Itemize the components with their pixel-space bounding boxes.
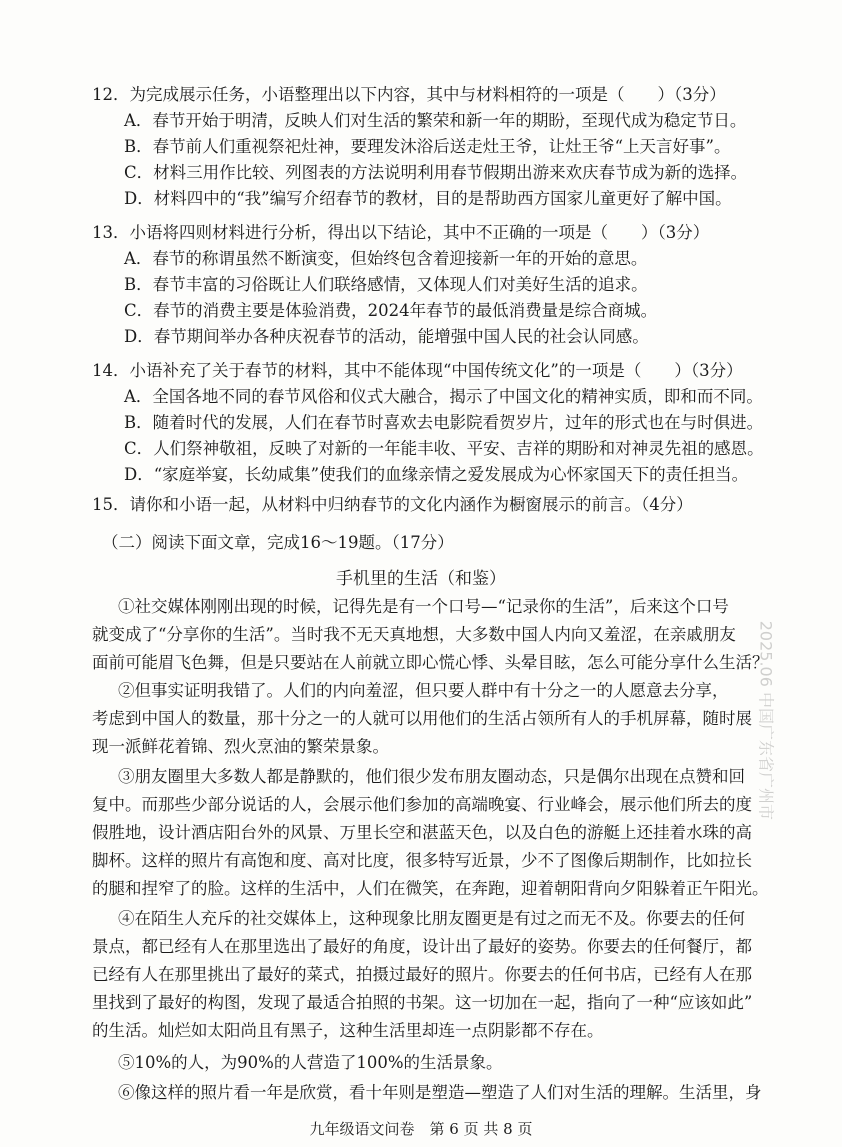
question-14-option-a: A．全国各地不同的春节风俗和仪式大融合，揭示了中国文化的精神实质，即和而不同。 — [124, 387, 763, 406]
article-line: 已经有人在那里挑出了最好的菜式，拍摄过最好的照片。你要去的任何书店，已经有人在那 — [92, 965, 752, 984]
question-13-option-c: C．春节的消费主要是体验消费，2024年春节的最低消费量是综合商城。 — [124, 301, 658, 320]
question-14-stem: 14．小语补充了关于春节的材料，其中不能体现“中国传统文化”的一项是（ ）（3分） — [92, 361, 743, 380]
article-line: 就变成了“分享你的生活”。当时我不无天真地想，大多数中国人内向又羞涩，在亲戚朋友 — [92, 625, 736, 644]
question-13-option-a: A．春节的称谓虽然不断演变，但始终包含着迎接新一年的开始的意思。 — [124, 249, 648, 268]
question-13-option-b: B．春节丰富的习俗既让人们联络感情，又体现人们对美好生活的追求。 — [124, 275, 648, 294]
article-line: ④在陌生人充斥的社交媒体上，这种现象比朋友圈更是有过之而无不及。你要去的任何 — [118, 909, 745, 928]
question-15-stem: 15．请你和小语一起，从材料中归纳春节的文化内涵作为橱窗展示的前言。（4分） — [92, 495, 693, 514]
question-13-stem: 13．小语将四则材料进行分析，得出以下结论，其中不正确的一项是（ ）（3分） — [92, 223, 710, 242]
article-line: 面前可能眉飞色舞，但是只要站在人前就立即心慌心悸、头晕目眩，怎么可能分享什么生活？ — [92, 653, 769, 672]
page-footer: 九年级语文问卷 第 6 页 共 8 页 — [309, 1120, 533, 1138]
question-12-stem: 12．为完成展示任务，小语整理出以下内容，其中与材料相符的一项是（ ）（3分） — [92, 85, 726, 104]
article-line: 假胜地，设计酒店阳台外的风景、万里长空和湛蓝天色，以及白色的游艇上还挂着水珠的高 — [92, 823, 752, 842]
question-12-option-b: B．春节前人们重视祭祀灶神，要理发沐浴后送走灶王爷，让灶王爷“上天言好事”。 — [124, 137, 731, 156]
article-line: ③朋友圈里大多数人都是静默的，他们很少发布朋友圈动态，只是偶尔出现在点赞和回 — [118, 767, 745, 786]
article-line: 里找到了最好的构图，发现了最适合拍照的书架。这一切加在一起，指向了一种“应该如此” — [92, 993, 753, 1012]
article-title: 手机里的生活（和鉴） — [336, 569, 506, 589]
article-line: ⑥像这样的照片看一年是欣赏，看十年则是塑造—塑造了人们对生活的理解。生活里，身 — [118, 1083, 762, 1102]
question-14-option-b: B．随着时代的发展，人们在春节时喜欢去电影院看贺岁片，过年的形式也在与时俱进。 — [124, 413, 764, 432]
section-heading: （二）阅读下面文章，完成16～19题。（17分） — [102, 533, 454, 552]
article-line: ②但事实证明我错了。人们的内向羞涩，但只要人群中有十分之一的人愿意去分享， — [118, 681, 729, 700]
article-line: 的腿和捏窄了的脸。这样的生活中，人们在微笑，在奔跑，迎着朝阳背向夕阳躲着正午阳光。 — [92, 879, 769, 898]
article-line-emphasized: ⑤10%的人，为90%的人营造了100%的生活景象。 — [118, 1053, 503, 1072]
question-12-option-c: C．材料三用作比较、列图表的方法说明利用春节假期出游来欢庆春节成为新的选择。 — [124, 163, 748, 182]
question-13-option-d: D．春节期间举办各种庆祝春节的活动，能增强中国人民的社会认同感。 — [124, 327, 649, 346]
article-line: 景点，都已经有人在那里选出了最好的角度，设计出了最好的姿势。你要去的任何餐厅，都 — [92, 937, 752, 956]
question-14-option-d: D．“家庭举宴，长幼咸集”使我们的血缘亲情之爱发展成为心怀家国天下的责任担当。 — [124, 465, 749, 484]
article-line: 考虑到中国人的数量，那十分之一的人就可以用他们的生活占领所有人的手机屏幕，随时展 — [92, 709, 752, 728]
article-line: 复中。而那些少部分说话的人，会展示他们参加的高端晚宴、行业峰会，展示他们所去的度 — [92, 795, 752, 814]
article-line: 现一派鲜花着锦、烈火烹油的繁荣景象。 — [92, 737, 389, 756]
question-12-option-d: D．材料四中的“我”编写介绍春节的教材，目的是帮助西方国家儿童更好了解中国。 — [124, 189, 732, 208]
article-line: ①社交媒体刚刚出现的时候，记得先是有一个口号—“记录你的生活”，后来这个口号 — [118, 597, 729, 616]
watermark: 2025.06 中国广东省广州市 — [756, 620, 775, 820]
question-14-option-c: C．人们祭神敬祖，反映了对新的一年能丰收、平安、吉祥的期盼和对神灵先祖的感恩。 — [124, 439, 764, 458]
article-line: 脚杯。这样的照片有高饱和度、高对比度，很多特写近景，少不了图像后期制作，比如拉长 — [92, 851, 752, 870]
question-12-option-a: A．春节开始于明清，反映人们对生活的繁荣和新一年的期盼，至现代成为稳定节日。 — [124, 111, 747, 130]
article-line: 的生活。灿烂如太阳尚且有黑子，这种生活里却连一点阴影都不存在。 — [92, 1021, 604, 1040]
